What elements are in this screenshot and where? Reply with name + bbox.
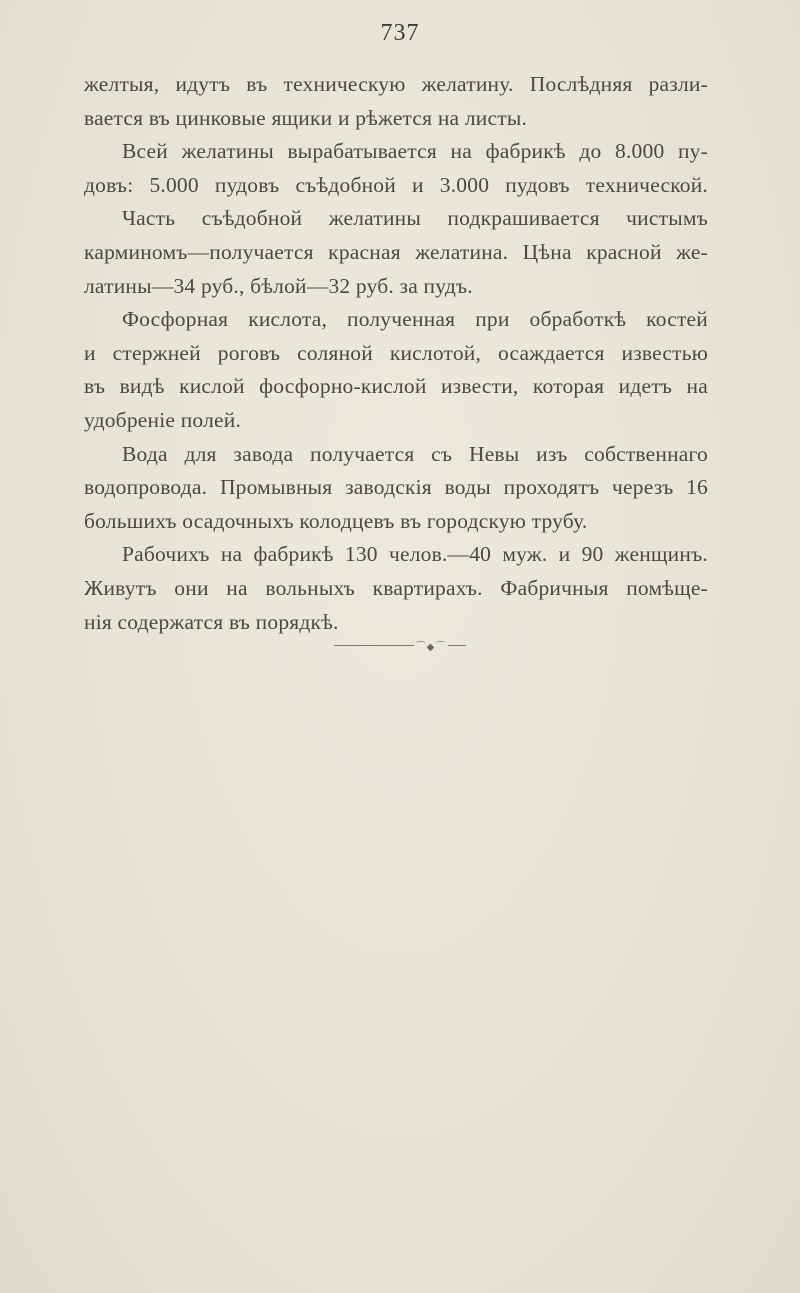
text-line: Всей желатины вырабатывается на фабрикѣ до 8.000 пу- bbox=[122, 139, 708, 164]
text-line: въ видѣ кислой фосфорно-кислой извести, которая идетъ на bbox=[84, 374, 708, 399]
text-line: нія содержатся въ порядкѣ. bbox=[84, 609, 339, 634]
text-line: Рабочихъ на фабрикѣ 130 челов.—40 муж. и 90 женщинъ. bbox=[122, 542, 708, 567]
text-line: латины—34 руб., бѣлой—32 руб. за пудъ. bbox=[84, 273, 473, 298]
ornament-flourish-icon: ⌒◆⌒ bbox=[415, 642, 447, 653]
ornament-rule-right bbox=[448, 645, 466, 646]
text-line: большихъ осадочныхъ колодцевъ въ городскую трубу. bbox=[84, 508, 588, 533]
text-line: желтыя, идутъ въ техническую желатину. Послѣдняя разли- bbox=[84, 72, 708, 96]
end-ornament bbox=[0, 638, 800, 653]
text-line: Фосфорная кислота, полученная при обработкѣ костей bbox=[122, 307, 708, 332]
text-line: Часть съѣдобной желатины подкрашивается чистымъ bbox=[122, 206, 708, 231]
page-number: 737 bbox=[380, 20, 420, 46]
text-line: карминомъ—получается красная желатина. Цѣна красной же- bbox=[84, 239, 708, 264]
ornament-rule-left bbox=[334, 645, 414, 646]
text-line: удобреніе полей. bbox=[84, 407, 242, 432]
text-line: Живутъ они на вольныхъ квартирахъ. Фабричныя помѣще- bbox=[84, 575, 708, 600]
text-line: довъ: 5.000 пудовъ съѣдобной и 3.000 пудовъ технической. bbox=[84, 172, 708, 197]
text-line: вается въ цинковые ящики и рѣжется на листы. bbox=[84, 105, 528, 130]
text-line: и стержней роговъ соляной кислотой, осаждается известью bbox=[84, 340, 708, 365]
text-line: водопровода. Промывныя заводскія воды проходятъ черезъ 16 bbox=[84, 475, 708, 500]
text-line: Вода для завода получается съ Невы изъ собственнаго bbox=[122, 441, 708, 466]
body-text bbox=[84, 68, 708, 639]
